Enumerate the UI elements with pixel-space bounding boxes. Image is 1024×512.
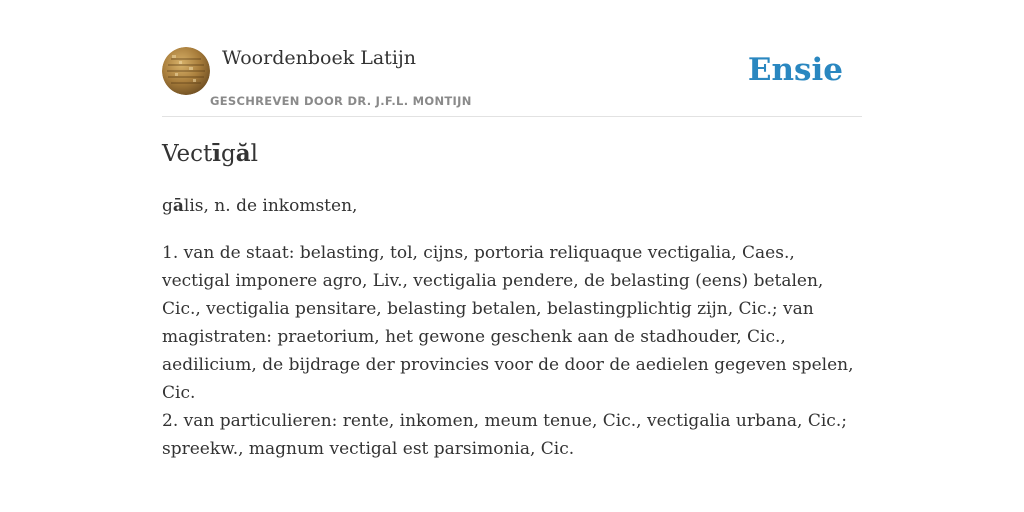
definition-item: 1. van de staat: belasting, tol, cijns, portoria reliquaque vectigalia, Caes., vectigal imponere agro, Liv., vectigalia pendere, de belasting (eens) betalen, Cic., vectigalia pensitare, belasting betalen, belastingplichtig zijn, Cic.; van magistraten: praetorium, het gewone geschenk aan de stadhouder, Cic., aedilicium, de bijdrage der provincies voor de door de aedielen gegeven spelen, Cic. — [162, 243, 854, 403]
entry-definitions — [162, 239, 862, 463]
forms-macron-vowel: ā — [172, 196, 184, 216]
forms-part: lis, n. de inkomsten, — [183, 196, 358, 216]
forms-part: g — [162, 196, 173, 216]
site-header — [162, 0, 862, 117]
dictionary-title[interactable]: Woordenboek Latijn — [222, 47, 417, 69]
definition-item: 2. van particulieren: rente, inkomen, meum tenue, Cic., vectigalia urbana, Cic.; spreekw., magnum vectigal est parsimonia, Cic. — [162, 411, 847, 459]
entry-forms — [162, 192, 862, 220]
coin-inscription-icon[interactable] — [162, 47, 210, 95]
headword-part: Vect — [162, 141, 213, 167]
headword-part: g — [220, 141, 236, 167]
headword-macron-vowel: ī — [212, 140, 221, 167]
headword-breve-vowel: ă — [235, 140, 251, 167]
author-byline: GESCHREVEN DOOR DR. J.F.L. MONTIJN — [210, 94, 472, 108]
page — [162, 0, 862, 459]
headword-part: l — [250, 141, 258, 167]
entry-headword — [162, 139, 258, 169]
brand-logo-link[interactable]: Ensie — [747, 52, 843, 88]
